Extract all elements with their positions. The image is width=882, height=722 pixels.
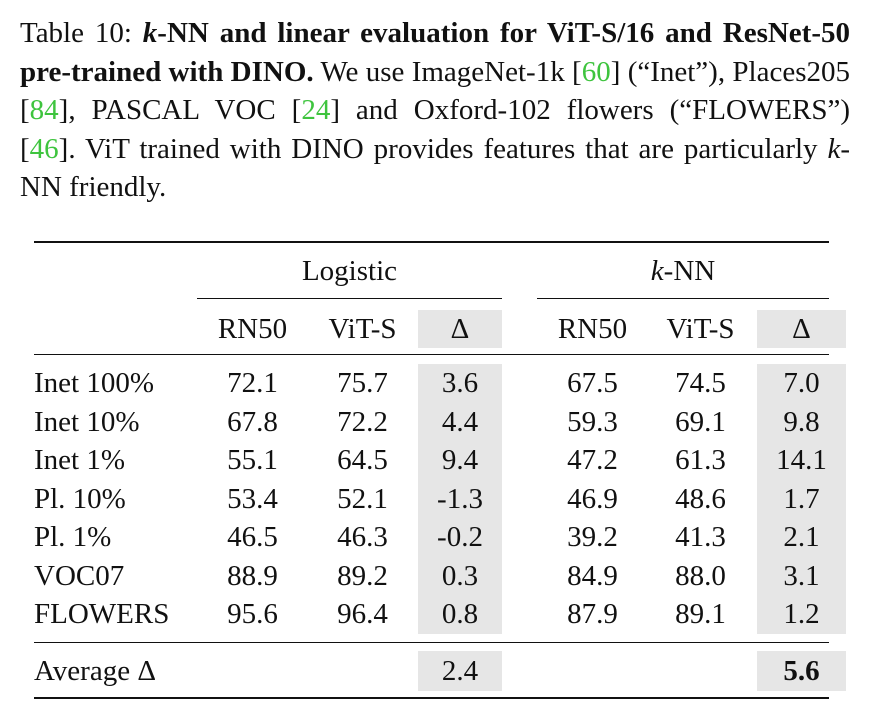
row-label: Inet 100%	[34, 367, 154, 399]
group-header-knn	[537, 253, 829, 289]
citation-link[interactable]: 60	[581, 55, 611, 88]
table-cell: 7.0	[783, 367, 820, 399]
table-cell: 1.2	[783, 598, 820, 630]
table-cell: 84.9	[567, 559, 618, 592]
table-cell: 14.1	[776, 444, 827, 476]
table-cell: 2.1	[783, 521, 820, 553]
table-cell: 95.6	[227, 598, 278, 630]
table-cell: 0.8	[441, 598, 479, 630]
table-cell: 3.6	[441, 367, 479, 399]
caption-text: ]. ViT trained with DINO provides features that are particularly	[58, 132, 828, 165]
row-label: Inet 10%	[34, 405, 140, 438]
caption-k: k	[827, 132, 841, 165]
knn-group-rule	[537, 298, 829, 299]
table-cell: 87.9	[567, 598, 618, 630]
table-cell: 55.1	[227, 444, 278, 476]
table-cell: -0.2	[437, 521, 483, 553]
column-header: Δ	[450, 313, 470, 345]
column-header: Δ	[792, 313, 811, 345]
caption-text: -NN friendly.	[20, 132, 850, 203]
table-cell: 72.2	[337, 405, 388, 438]
table-cell: 69.1	[675, 405, 726, 438]
table-cell: 41.3	[675, 521, 726, 553]
average-label: Average Δ	[34, 655, 156, 687]
table-cell: 1.7	[783, 482, 820, 515]
table-cell: 53.4	[227, 482, 278, 515]
table-cell: 46.3	[337, 521, 388, 553]
table-cell: 72.1	[227, 367, 278, 399]
caption-text: ] and Oxford-102 flowers (“FLOWERS”) [	[20, 94, 850, 165]
logistic-group-rule	[197, 298, 502, 299]
table-cell: 67.5	[567, 367, 618, 399]
table-cell: 9.4	[441, 444, 479, 476]
caption-text: ], PASCAL VOC [	[58, 94, 302, 126]
table-cell: 89.1	[675, 598, 726, 630]
table-bottom-rule	[34, 697, 829, 699]
table-cell: 88.9	[227, 559, 278, 592]
table-cell: 39.2	[567, 521, 618, 553]
table-cell: 75.7	[337, 367, 388, 399]
citation-link[interactable]: 84	[29, 94, 59, 126]
table-top-rule	[34, 241, 829, 243]
row-label: Pl. 1%	[34, 521, 112, 553]
citation-link[interactable]: 24	[301, 94, 331, 126]
column-header: RN50	[557, 313, 628, 345]
table-cell: 67.8	[227, 405, 278, 438]
row-label: VOC07	[34, 559, 125, 592]
group-header-knn-k: k	[650, 255, 664, 287]
table-cell: 46.9	[567, 482, 618, 515]
average-logistic-delta: 2.4	[441, 655, 479, 687]
table-caption	[20, 14, 850, 207]
group-header-knn-rest: -NN	[663, 255, 716, 287]
column-header: ViT-S	[666, 313, 735, 345]
caption-text: We use ImageNet-1k [	[313, 55, 582, 88]
table-cell: 47.2	[567, 444, 618, 476]
table-cell: 9.8	[783, 405, 820, 438]
column-header: ViT-S	[328, 313, 397, 345]
table-cell: 4.4	[441, 405, 479, 438]
body-bottom-rule	[34, 642, 829, 643]
citation-link[interactable]: 46	[29, 132, 59, 165]
table-cell: 64.5	[337, 444, 388, 476]
average-knn-delta: 5.6	[783, 655, 820, 687]
table-cell: 59.3	[567, 405, 618, 438]
table-cell: 96.4	[337, 598, 388, 630]
table-cell: 46.5	[227, 521, 278, 553]
column-header: RN50	[217, 313, 288, 345]
row-label: Inet 1%	[34, 444, 125, 476]
table-cell: 48.6	[675, 482, 726, 515]
group-header-logistic: Logistic	[301, 255, 398, 287]
table-cell: 3.1	[783, 559, 820, 592]
row-label: FLOWERS	[34, 598, 170, 630]
table-cell: 74.5	[675, 367, 726, 399]
table-cell: 88.0	[675, 559, 726, 592]
table-cell: 52.1	[337, 482, 388, 515]
header-bottom-rule	[34, 354, 829, 355]
caption-title-k: k	[142, 17, 158, 49]
table-cell: 61.3	[675, 444, 726, 476]
caption-text: ] (“Inet”), Places205 [	[20, 55, 851, 126]
table-cell: -1.3	[437, 482, 483, 515]
table-cell: 0.3	[441, 559, 479, 592]
caption-title-rest: -NN and linear evaluation for ViT-S/16 and ResNet-50 pre-trained with DINO.	[20, 17, 850, 88]
row-label: Pl. 10%	[34, 482, 126, 515]
table-cell: 89.2	[337, 559, 388, 592]
caption-label: Table 10:	[20, 17, 132, 49]
